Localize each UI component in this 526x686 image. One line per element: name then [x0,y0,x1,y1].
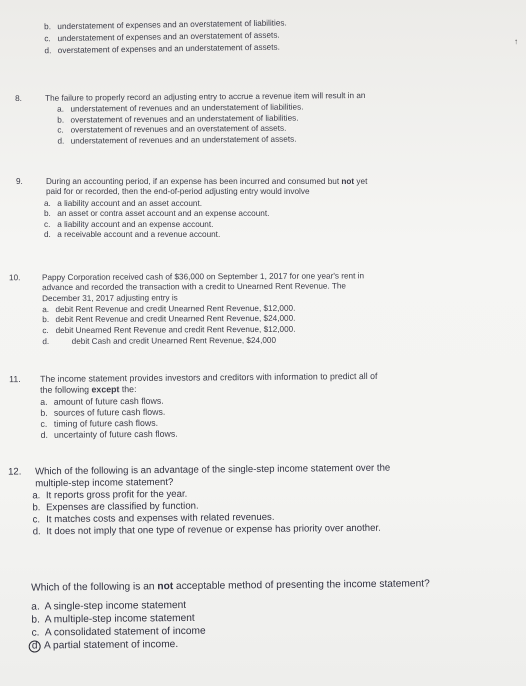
question-number: 10. [9,273,21,283]
question-number: 9. [16,177,23,186]
question-stem: Which of the following is an not acceptable method of presenting the income statement? [31,578,430,594]
option-c: c. overstatement of revenues and an overstatement of assets. [57,123,287,135]
prev-question-options [44,16,464,56]
option-d: d. debit Cash and credit Unearned Rent Revenue, $24,000 [42,335,277,347]
question-stem: Which of the following is an advantage of the single-step income statement over the multiple-step income statement? [35,462,391,489]
option-b: b. debit Rent Revenue and credit Unearned Rent Revenue, $24,000. [42,313,296,325]
question-stem: The failure to properly record an adjusting entry to accrue a revenue item will result in an [45,90,366,103]
option-d-selected: d A partial statement of income. [32,639,179,653]
option-a: a. It reports gross profit for the year. [32,488,188,502]
option-a: a. debit Rent Revenue and credit Unearned Rent Revenue, $12,000. [42,303,296,314]
option-b: b. overstatement of revenues and an understatement of liabilities. [57,113,299,125]
question-12 [8,461,508,538]
option-d: d. a receivable account and a revenue account. [44,230,221,239]
margin-mark-icon: ↑ [514,37,518,46]
answer-circle-mark: d [29,640,41,652]
option-c: c. timing of future cash flows. [40,417,159,429]
question-11 [9,370,499,440]
option-b: b. sources of future cash flows. [40,406,166,418]
option-a: a. amount of future cash flows. [40,395,164,407]
question-13 [31,577,521,652]
option-c: c. debit Unearned Rent Revenue and credit Rent Revenue, $12,000. [42,324,296,335]
option-c: c. It matches costs and expenses with related revenues. [32,511,275,526]
option-c: c. understatement of expenses and an overstatement of assets. [44,30,280,44]
question-number: 11. [9,374,21,385]
option-c: c. a liability account and an expense account. [44,219,214,229]
option-d: d. overstatement of expenses and an understatement of assets. [44,42,280,56]
question-10 [9,271,489,347]
question-stem: During an accounting period, if an expense has been incurred and consumed but not yet paid for or recorded, then the end-of-period adjusting entry would involve [46,177,368,197]
question-stem: Pappy Corporation received cash of $36,000 on September 1, 2017 for one year's rent in advance and recorded the transaction with a credit to Unearned Rent Revenue. The December 31, 2017 adjusting entry is [42,271,365,303]
question-number: 8. [15,93,22,104]
option-a: a. a liability account and an asset account. [44,198,203,208]
option-b: b. understatement of expenses and an overstatement of liabilities. [44,18,287,32]
question-number: 12. [8,466,22,478]
option-b: b. an asset or contra asset account and an expense account. [44,209,270,218]
option-a: a. understatement of revenues and an understatement of liabilities. [57,102,304,114]
option-a: a. A single-step income statement [31,599,187,613]
question-8 [15,90,485,146]
option-d: d. uncertainty of future cash flows. [40,428,178,440]
option-c: c. A consolidated statement of income [31,625,206,639]
question-stem: The income statement provides investors and creditors with information to predict all of the following except the: [40,370,378,395]
option-d: d. It does not imply that one type of revenue or expense has priority over another. [32,522,381,538]
option-b: b. Expenses are classified by function. [32,500,199,514]
option-d: d. understatement of revenues and an understatement of assets. [57,134,297,146]
option-b: b. A multiple-step income statement [31,612,195,626]
